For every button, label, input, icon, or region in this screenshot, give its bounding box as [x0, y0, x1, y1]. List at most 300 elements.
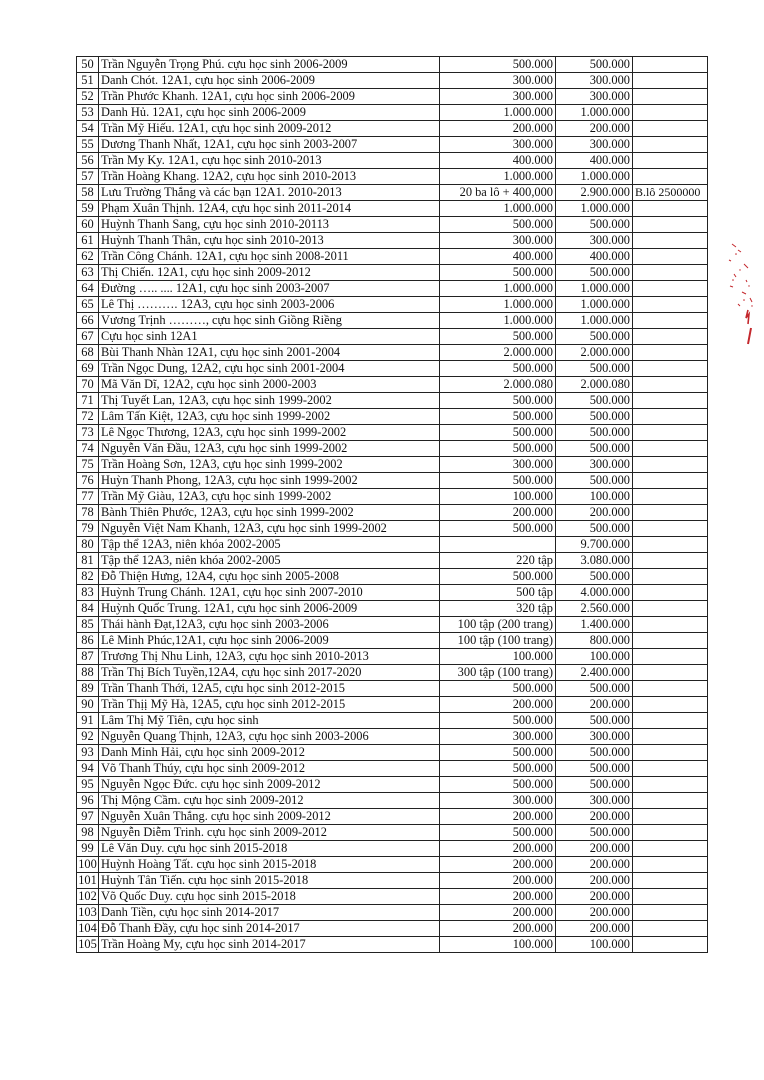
donation-amount — [440, 537, 556, 553]
donor-name: Vương Trịnh ………, cựu học sinh Giồng Riềng — [99, 313, 440, 329]
donation-total: 1.000.000 — [556, 169, 633, 185]
row-number: 96 — [77, 793, 99, 809]
donation-amount: 1.000.000 — [440, 201, 556, 217]
table-row — [77, 377, 708, 393]
row-number: 90 — [77, 697, 99, 713]
donor-name: Trần Mỹ Hiếu. 12A1, cựu học sinh 2009-2012 — [99, 121, 440, 137]
table-row — [77, 121, 708, 137]
donor-name: Nguyễn Ngọc Đức. cựu học sinh 2009-2012 — [99, 777, 440, 793]
donation-total: 100.000 — [556, 937, 633, 953]
table-row — [77, 249, 708, 265]
donor-name: Lê Minh Phúc,12A1, cựu học sinh 2006-2009 — [99, 633, 440, 649]
row-number: 66 — [77, 313, 99, 329]
table-row — [77, 777, 708, 793]
donation-note — [633, 217, 708, 233]
table-row — [77, 217, 708, 233]
donation-note — [633, 809, 708, 825]
donation-total: 2.560.000 — [556, 601, 633, 617]
table-row — [77, 361, 708, 377]
donor-name: Thị Mộng Cầm. cựu học sinh 2009-2012 — [99, 793, 440, 809]
donation-note — [633, 873, 708, 889]
row-number: 51 — [77, 73, 99, 89]
donor-name: Lê Văn Duy. cựu học sinh 2015-2018 — [99, 841, 440, 857]
table-row — [77, 681, 708, 697]
donation-table — [76, 56, 708, 953]
donation-note — [633, 313, 708, 329]
donor-name: Phạm Xuân Thịnh. 12A4, cựu học sinh 2011-2014 — [99, 201, 440, 217]
donation-amount: 300.000 — [440, 457, 556, 473]
row-number: 88 — [77, 665, 99, 681]
table-row — [77, 745, 708, 761]
donation-note — [633, 857, 708, 873]
table-row — [77, 761, 708, 777]
red-signature-mark — [724, 240, 758, 360]
table-row — [77, 537, 708, 553]
donation-note — [633, 841, 708, 857]
donor-name: Danh Hủ. 12A1, cựu học sinh 2006-2009 — [99, 105, 440, 121]
donation-note — [633, 89, 708, 105]
donation-amount: 500.000 — [440, 361, 556, 377]
donation-amount: 200.000 — [440, 873, 556, 889]
table-row — [77, 473, 708, 489]
table-row — [77, 393, 708, 409]
table-row — [77, 825, 708, 841]
donation-note — [633, 105, 708, 121]
donation-note — [633, 777, 708, 793]
donation-total: 1.000.000 — [556, 281, 633, 297]
donation-total: 500.000 — [556, 521, 633, 537]
donation-note — [633, 169, 708, 185]
donor-name: Trần Hoàng Sơn, 12A3, cựu học sinh 1999-2002 — [99, 457, 440, 473]
donation-note — [633, 521, 708, 537]
table-row — [77, 201, 708, 217]
table-row — [77, 457, 708, 473]
table-row — [77, 921, 708, 937]
donation-note — [633, 697, 708, 713]
donor-name: Trần Hoàng Khang. 12A2, cựu học sinh 2010-2013 — [99, 169, 440, 185]
donation-total: 500.000 — [556, 217, 633, 233]
donation-total: 500.000 — [556, 777, 633, 793]
table-row — [77, 329, 708, 345]
donor-name: Trần Hoàng My, cựu học sinh 2014-2017 — [99, 937, 440, 953]
row-number: 77 — [77, 489, 99, 505]
row-number: 62 — [77, 249, 99, 265]
row-number: 81 — [77, 553, 99, 569]
donation-amount: 500.000 — [440, 777, 556, 793]
table-row — [77, 521, 708, 537]
donation-note — [633, 393, 708, 409]
donation-total: 500.000 — [556, 569, 633, 585]
donation-amount: 1.000.000 — [440, 297, 556, 313]
donation-total: 500.000 — [556, 57, 633, 73]
donation-note — [633, 569, 708, 585]
row-number: 63 — [77, 265, 99, 281]
donation-total: 500.000 — [556, 265, 633, 281]
donation-amount: 300.000 — [440, 137, 556, 153]
donor-name: Bành Thiên Phước, 12A3, cựu học sinh 1999-2002 — [99, 505, 440, 521]
row-number: 72 — [77, 409, 99, 425]
donation-amount: 500 tập — [440, 585, 556, 601]
row-number: 53 — [77, 105, 99, 121]
donation-note — [633, 649, 708, 665]
donor-name: Lưu Trường Thắng và các bạn 12A1. 2010-2013 — [99, 185, 440, 201]
donation-total: 300.000 — [556, 89, 633, 105]
row-number: 104 — [78, 921, 97, 935]
donation-note — [633, 905, 708, 921]
donation-note — [633, 441, 708, 457]
donation-amount: 100.000 — [440, 649, 556, 665]
donation-amount: 200.000 — [440, 841, 556, 857]
row-number: 67 — [77, 329, 99, 345]
donation-amount: 500.000 — [440, 441, 556, 457]
donation-amount: 2.000.080 — [440, 377, 556, 393]
donor-name: Dương Thanh Nhất, 12A1, cựu học sinh 2003-2007 — [99, 137, 440, 153]
row-number: 79 — [77, 521, 99, 537]
donation-total: 2.900.000 — [556, 185, 633, 201]
donation-total: 500.000 — [556, 825, 633, 841]
donor-name: Mã Văn Dĩ, 12A2, cựu học sinh 2000-2003 — [99, 377, 440, 393]
donor-name: Lâm Tấn Kiệt, 12A3, cựu học sinh 1999-2002 — [99, 409, 440, 425]
row-number: 85 — [77, 617, 99, 633]
table-row — [77, 297, 708, 313]
donation-total: 100.000 — [556, 649, 633, 665]
row-number: 61 — [77, 233, 99, 249]
table-row — [77, 313, 708, 329]
donor-name: Lê Thị ………. 12A3, cựu học sinh 2003-2006 — [99, 297, 440, 313]
row-number: 102 — [78, 889, 97, 903]
row-number: 84 — [77, 601, 99, 617]
donation-amount: 300.000 — [440, 73, 556, 89]
donation-amount: 100 tập (200 trang) — [440, 617, 556, 633]
row-number: 95 — [77, 777, 99, 793]
donation-amount: 220 tập — [440, 553, 556, 569]
donor-name: Huỳn Thanh Phong, 12A3, cựu học sinh 1999-2002 — [99, 473, 440, 489]
table-row — [77, 89, 708, 105]
row-number: 92 — [77, 729, 99, 745]
donor-name: Đỗ Thiện Hưng, 12A4, cựu học sinh 2005-2008 — [99, 569, 440, 585]
donation-total: 2.000.080 — [556, 377, 633, 393]
donation-amount: 200.000 — [440, 697, 556, 713]
table-row — [77, 489, 708, 505]
donor-name: Nguyễn Xuân Thắng. cựu học sinh 2009-2012 — [99, 809, 440, 825]
table-row — [77, 857, 708, 873]
donation-amount: 320 tập — [440, 601, 556, 617]
row-number: 98 — [77, 825, 99, 841]
table-row — [77, 505, 708, 521]
donor-name: Nguyễn Quang Thịnh, 12A3, cựu học sinh 2003-2006 — [99, 729, 440, 745]
donation-total: 300.000 — [556, 137, 633, 153]
donation-total: 1.000.000 — [556, 313, 633, 329]
donation-amount: 400.000 — [440, 153, 556, 169]
donation-note — [633, 361, 708, 377]
row-number: 105 — [78, 937, 97, 951]
donation-note — [633, 473, 708, 489]
donation-note — [633, 409, 708, 425]
donation-note — [633, 713, 708, 729]
donation-total: 500.000 — [556, 745, 633, 761]
donation-note — [633, 537, 708, 553]
table-row — [77, 441, 708, 457]
donor-name: Trần Thịị Mỹ Hà, 12A5, cựu học sinh 2012-2015 — [99, 697, 440, 713]
donation-note — [633, 281, 708, 297]
donation-total: 500.000 — [556, 425, 633, 441]
donor-name: Nguyễn Việt Nam Khanh, 12A3, cựu học sinh 1999-2002 — [99, 521, 440, 537]
donation-total: 200.000 — [556, 505, 633, 521]
donation-note — [633, 265, 708, 281]
donation-amount: 300.000 — [440, 729, 556, 745]
table-row — [77, 137, 708, 153]
donation-amount: 300.000 — [440, 793, 556, 809]
donor-name: Đường ….. .... 12A1, cựu học sinh 2003-2007 — [99, 281, 440, 297]
table-row — [77, 585, 708, 601]
donation-amount: 200.000 — [440, 505, 556, 521]
donation-total: 2.400.000 — [556, 665, 633, 681]
table-row — [77, 665, 708, 681]
table-row — [77, 793, 708, 809]
table-row — [77, 105, 708, 121]
donation-amount: 500.000 — [440, 329, 556, 345]
donor-name: Trần Ngọc Dung, 12A2, cựu học sinh 2001-2004 — [99, 361, 440, 377]
row-number: 91 — [77, 713, 99, 729]
table-row — [77, 345, 708, 361]
donor-name: Bùi Thanh Nhàn 12A1, cựu học sinh 2001-2004 — [99, 345, 440, 361]
row-number: 54 — [77, 121, 99, 137]
donation-total: 500.000 — [556, 393, 633, 409]
table-row — [77, 601, 708, 617]
table-row — [77, 697, 708, 713]
donation-total: 300.000 — [556, 73, 633, 89]
row-number: 65 — [77, 297, 99, 313]
donation-amount: 1.000.000 — [440, 281, 556, 297]
donor-name: Võ Thanh Thúy, cựu học sinh 2009-2012 — [99, 761, 440, 777]
donation-amount: 20 ba lô + 400,000 — [440, 185, 556, 201]
row-number: 99 — [77, 841, 99, 857]
donor-name: Danh Minh Hải, cựu học sinh 2009-2012 — [99, 745, 440, 761]
table-row — [77, 553, 708, 569]
donation-amount: 200.000 — [440, 905, 556, 921]
donation-note — [633, 489, 708, 505]
donation-total: 1.000.000 — [556, 105, 633, 121]
donation-note — [633, 425, 708, 441]
row-number: 74 — [77, 441, 99, 457]
donation-total: 500.000 — [556, 409, 633, 425]
donor-name: Huỳnh Thanh Thân, cựu học sinh 2010-2013 — [99, 233, 440, 249]
row-number: 78 — [77, 505, 99, 521]
donation-total: 300.000 — [556, 233, 633, 249]
table-row — [77, 889, 708, 905]
donation-note — [633, 761, 708, 777]
donation-total: 200.000 — [556, 857, 633, 873]
donation-amount: 500.000 — [440, 681, 556, 697]
donor-name: Huỳnh Thanh Sang, cựu học sinh 2010-20113 — [99, 217, 440, 233]
row-number: 56 — [77, 153, 99, 169]
donation-note — [633, 793, 708, 809]
donation-amount: 300.000 — [440, 89, 556, 105]
donation-amount: 500.000 — [440, 473, 556, 489]
table-row — [77, 73, 708, 89]
donation-amount: 100 tập (100 trang) — [440, 633, 556, 649]
donation-amount: 500.000 — [440, 425, 556, 441]
donor-name: Nguyễn Văn Đầu, 12A3, cựu học sinh 1999-2002 — [99, 441, 440, 457]
donation-note — [633, 297, 708, 313]
donation-amount: 500.000 — [440, 569, 556, 585]
donor-name: Trần Công Chánh. 12A1, cựu học sinh 2008-2011 — [99, 249, 440, 265]
donation-note: B.lô 2500000 — [633, 185, 708, 201]
donation-total: 400.000 — [556, 153, 633, 169]
row-number: 70 — [77, 377, 99, 393]
donor-name: Huỳnh Trung Chánh. 12A1, cựu học sinh 2007-2010 — [99, 585, 440, 601]
donor-name: Trương Thị Nhu Linh, 12A3, cựu học sinh 2010-2013 — [99, 649, 440, 665]
donation-note — [633, 345, 708, 361]
table-row — [77, 937, 708, 953]
row-number: 97 — [77, 809, 99, 825]
donation-amount: 200.000 — [440, 921, 556, 937]
donor-name: Danh Chót. 12A1, cựu học sinh 2006-2009 — [99, 73, 440, 89]
donation-note — [633, 617, 708, 633]
donation-total: 400.000 — [556, 249, 633, 265]
donation-amount: 400.000 — [440, 249, 556, 265]
donation-amount: 100.000 — [440, 937, 556, 953]
donation-amount: 200.000 — [440, 809, 556, 825]
donor-name: Võ Quốc Duy. cựu học sinh 2015-2018 — [99, 889, 440, 905]
donation-total: 3.080.000 — [556, 553, 633, 569]
donor-name: Huỳnh Quốc Trung. 12A1, cựu học sinh 2006-2009 — [99, 601, 440, 617]
donation-total: 1.400.000 — [556, 617, 633, 633]
donor-name: Thái hành Đạt,12A3, cựu học sinh 2003-2006 — [99, 617, 440, 633]
donation-note — [633, 377, 708, 393]
donor-name: Trần Phước Khanh. 12A1, cựu học sinh 2006-2009 — [99, 89, 440, 105]
donation-total: 1.000.000 — [556, 201, 633, 217]
donation-amount: 500.000 — [440, 57, 556, 73]
donation-amount: 500.000 — [440, 521, 556, 537]
row-number: 73 — [77, 425, 99, 441]
donation-amount: 1.000.000 — [440, 169, 556, 185]
donation-amount: 200.000 — [440, 889, 556, 905]
donor-name: Thị Tuyết Lan, 12A3, cựu học sinh 1999-2002 — [99, 393, 440, 409]
donation-amount: 500.000 — [440, 217, 556, 233]
table-row — [77, 649, 708, 665]
row-number: 71 — [77, 393, 99, 409]
donor-name: Danh Tiền, cựu học sinh 2014-2017 — [99, 905, 440, 921]
donation-note — [633, 457, 708, 473]
donation-total: 200.000 — [556, 905, 633, 921]
donor-name: Trần Thanh Thới, 12A5, cựu học sinh 2012-2015 — [99, 681, 440, 697]
donation-amount: 1.000.000 — [440, 105, 556, 121]
row-number: 86 — [77, 633, 99, 649]
row-number: 58 — [77, 185, 99, 201]
donation-amount: 2.000.000 — [440, 345, 556, 361]
row-number: 100 — [78, 857, 97, 871]
donor-name: Tập thể 12A3, niên khóa 2002-2005 — [99, 553, 440, 569]
donation-note — [633, 73, 708, 89]
donation-note — [633, 633, 708, 649]
table-row — [77, 729, 708, 745]
table-row — [77, 841, 708, 857]
row-number: 50 — [77, 57, 99, 73]
donation-note — [633, 153, 708, 169]
donation-total: 2.000.000 — [556, 345, 633, 361]
donation-total: 200.000 — [556, 121, 633, 137]
donation-total: 300.000 — [556, 793, 633, 809]
donation-total: 200.000 — [556, 697, 633, 713]
donation-note — [633, 57, 708, 73]
table-row — [77, 409, 708, 425]
donation-amount: 200.000 — [440, 857, 556, 873]
donation-total: 200.000 — [556, 809, 633, 825]
row-number: 64 — [77, 281, 99, 297]
table-row — [77, 281, 708, 297]
donor-name: Lâm Thị Mỹ Tiên, cựu học sinh — [99, 713, 440, 729]
donation-amount: 200.000 — [440, 121, 556, 137]
donor-name: Trần My Ky. 12A1, cựu học sinh 2010-2013 — [99, 153, 440, 169]
table-row — [77, 873, 708, 889]
table-row — [77, 905, 708, 921]
donation-note — [633, 665, 708, 681]
donation-note — [633, 201, 708, 217]
donation-total: 4.000.000 — [556, 585, 633, 601]
donation-note — [633, 889, 708, 905]
donation-total: 500.000 — [556, 681, 633, 697]
donation-total: 200.000 — [556, 873, 633, 889]
donation-note — [633, 553, 708, 569]
donation-total: 300.000 — [556, 457, 633, 473]
table-row — [77, 809, 708, 825]
donation-note — [633, 585, 708, 601]
table-row — [77, 153, 708, 169]
row-number: 83 — [77, 585, 99, 601]
donation-total: 500.000 — [556, 713, 633, 729]
table-row — [77, 617, 708, 633]
donor-name: Trần Thị Bích Tuyền,12A4, cựu học sinh 2017-2020 — [99, 665, 440, 681]
table-row — [77, 569, 708, 585]
row-number: 101 — [78, 873, 97, 887]
donation-total: 500.000 — [556, 441, 633, 457]
table-row — [77, 713, 708, 729]
donation-total: 1.000.000 — [556, 297, 633, 313]
donation-total: 500.000 — [556, 361, 633, 377]
row-number: 103 — [78, 905, 97, 919]
table-row — [77, 265, 708, 281]
donation-total: 200.000 — [556, 921, 633, 937]
row-number: 89 — [77, 681, 99, 697]
donation-note — [633, 233, 708, 249]
donation-amount: 1.000.000 — [440, 313, 556, 329]
donation-total: 800.000 — [556, 633, 633, 649]
row-number: 59 — [77, 201, 99, 217]
donation-amount: 300 tập (100 trang) — [440, 665, 556, 681]
table-row — [77, 233, 708, 249]
row-number: 94 — [77, 761, 99, 777]
row-number: 80 — [77, 537, 99, 553]
donor-name: Huỳnh Tân Tiến. cựu học sinh 2015-2018 — [99, 873, 440, 889]
row-number: 52 — [77, 89, 99, 105]
donation-amount: 500.000 — [440, 409, 556, 425]
donation-note — [633, 825, 708, 841]
donation-total: 200.000 — [556, 841, 633, 857]
row-number: 69 — [77, 361, 99, 377]
donation-note — [633, 137, 708, 153]
row-number: 82 — [77, 569, 99, 585]
row-number: 93 — [77, 745, 99, 761]
donor-name: Trần Nguyễn Trọng Phú. cựu học sinh 2006-2009 — [99, 57, 440, 73]
row-number: 75 — [77, 457, 99, 473]
donation-note — [633, 937, 708, 953]
donation-note — [633, 121, 708, 137]
donation-total: 500.000 — [556, 473, 633, 489]
donation-amount: 500.000 — [440, 265, 556, 281]
donation-note — [633, 745, 708, 761]
row-number: 68 — [77, 345, 99, 361]
